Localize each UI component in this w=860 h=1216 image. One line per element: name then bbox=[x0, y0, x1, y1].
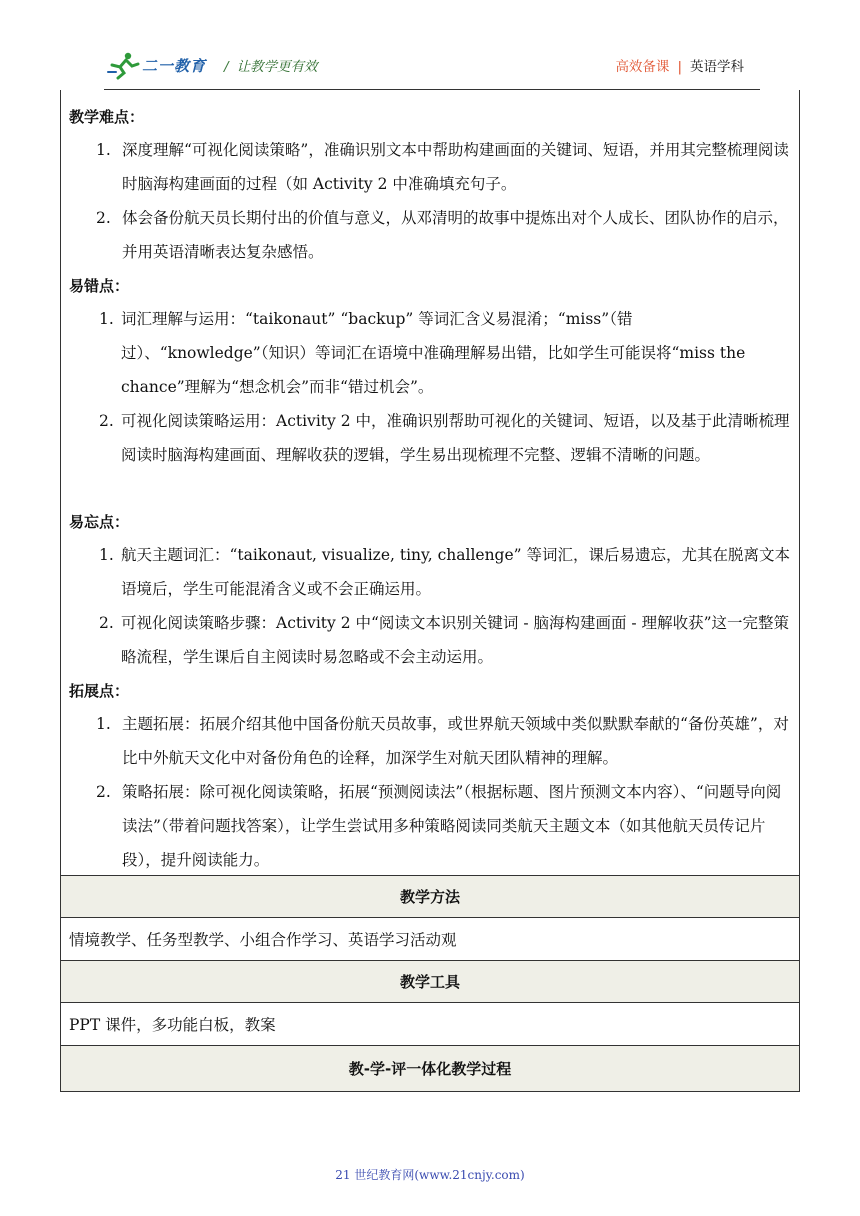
methods-header: 教学方法 bbox=[61, 876, 799, 918]
runner-logo-icon bbox=[106, 50, 142, 80]
header-tag-subject: 英语学科 bbox=[690, 59, 744, 75]
section-title-difficulty: 教学难点： bbox=[69, 108, 145, 126]
list-item: 2. 可视化阅读策略步骤：Activity 2 中“阅读文本识别关键词 - 脑海构建画面 - 理解收获”这一完整策略流程，学生课后自主阅读时易忽略或不会主动运用。 bbox=[99, 614, 790, 666]
section-title-mistakes: 易错点： bbox=[69, 277, 130, 295]
list-item: 1. 主题拓展：拓展介绍其他中国备份航天员故事，或世界航天领域中类似默默奉献的“备份英雄”，对比中外航天文化中对备份角色的诠释，加深学生对航天团队精神的理解。 bbox=[96, 715, 789, 767]
tools-value: PPT 课件，多功能白板，教案 bbox=[61, 1003, 799, 1046]
brand-logo[interactable] bbox=[106, 49, 216, 81]
section-title-forget: 易忘点： bbox=[69, 513, 130, 531]
section-title-extension: 拓展点： bbox=[69, 682, 130, 700]
process-header: 教-学-评一体化教学过程 bbox=[61, 1046, 799, 1091]
footer-link[interactable]: 21 世纪教育网(www.21cnjy.com) bbox=[335, 1168, 525, 1182]
page-header bbox=[0, 0, 860, 92]
header-tags: 高效备课 | 英语学科 bbox=[615, 59, 744, 75]
lesson-table bbox=[60, 90, 800, 1092]
list-item: 2. 体会备份航天员长期付出的价值与意义，从邓清明的故事中提炼出对个人成长、团队协作的启示，并用英语清晰表达复杂感悟。 bbox=[96, 209, 789, 261]
methods-value: 情境教学、任务型教学、小组合作学习、英语学习活动观 bbox=[61, 918, 799, 961]
header-slogan: / 让教学更有效 bbox=[224, 59, 318, 75]
key-points-cell bbox=[61, 90, 799, 876]
list-item: 2. 可视化阅读策略运用：Activity 2 中，准确识别帮助可视化的关键词、短语，以及基于此清晰梳理阅读时脑海构建画面、理解收获的逻辑，学生易出现梳理不完整、逻辑不清晰的问题。 bbox=[99, 412, 790, 464]
tools-header: 教学工具 bbox=[61, 961, 799, 1003]
list-item: 1. 词汇理解与运用：“taikonaut” “backup” 等词汇含义易混淆；“miss”（错过）、“knowledge”（知识）等词汇在语境中准确理解易出错，比如学生可能误将“miss the chance”理解为“想念机会”而非“错过机会”。 bbox=[99, 310, 746, 396]
list-item: 2. 策略拓展：除可视化阅读策略，拓展“预测阅读法”（根据标题、图片预测文本内容）、“问题导向阅读法”（带着问题找答案），让学生尝试用多种策略阅读同类航天主题文本（如其他航天员传记片段），提升阅读能力。 bbox=[96, 783, 782, 869]
logo-text: 二一教育 bbox=[142, 56, 207, 75]
list-item: 1. 航天主题词汇：“taikonaut, visualize, tiny, challenge” 等词汇，课后易遗忘，尤其在脱离文本语境后，学生可能混淆含义或不会正确运用。 bbox=[99, 546, 791, 598]
header-tag-efficient: 高效备课 bbox=[615, 59, 670, 75]
page-footer[interactable] bbox=[0, 1166, 860, 1183]
list-item: 1. 深度理解“可视化阅读策略”，准确识别文本中帮助构建画面的关键词、短语，并用其完整梳理阅读时脑海构建画面的过程（如 Activity 2 中准确填充句子。 bbox=[96, 141, 789, 193]
